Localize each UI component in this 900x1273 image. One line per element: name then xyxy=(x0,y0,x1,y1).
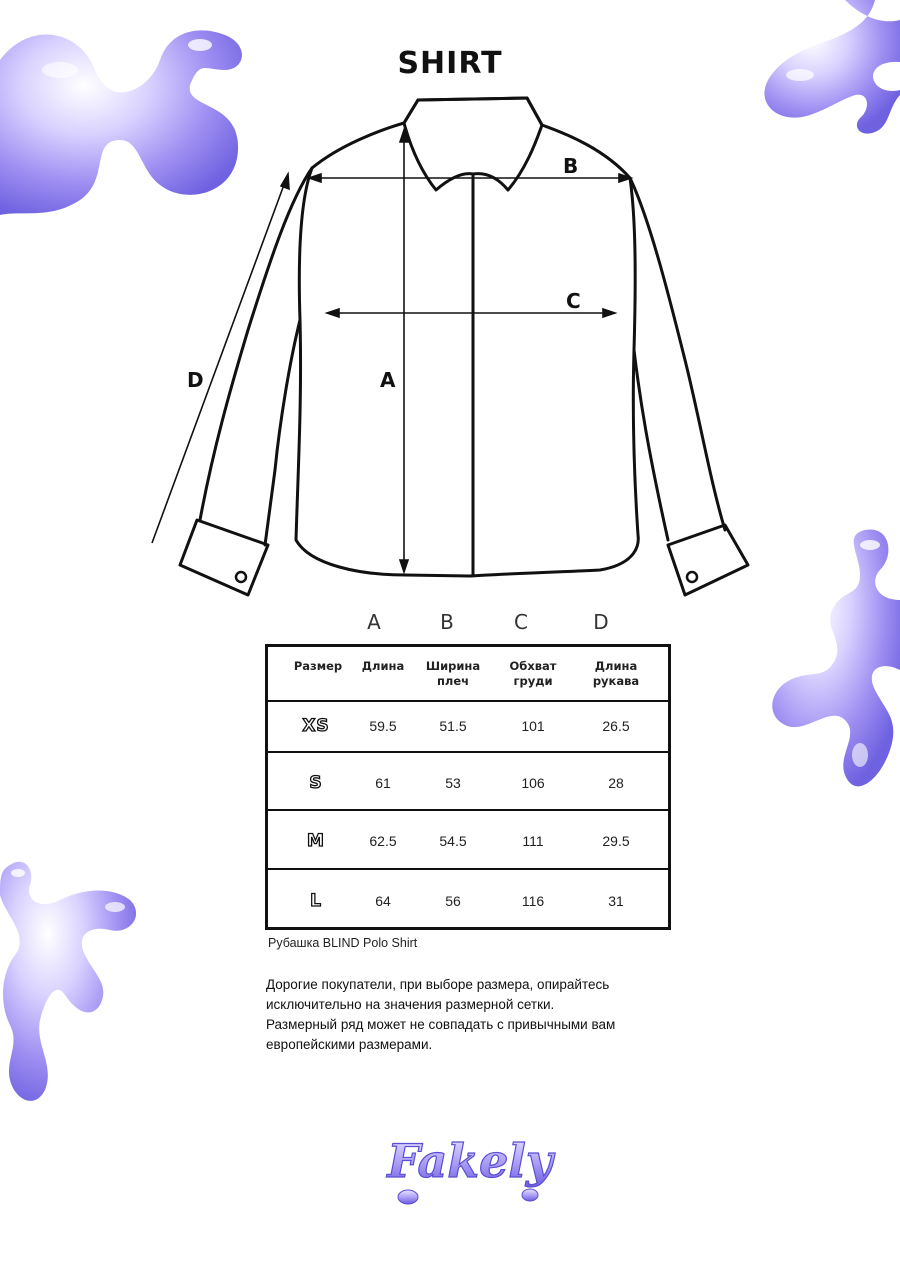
value-chest: 111 xyxy=(522,833,544,849)
table-header-row xyxy=(268,647,668,702)
header-shoulder-line1: Ширина xyxy=(425,659,481,673)
size-l: L xyxy=(310,891,322,911)
page-title: SHIRT xyxy=(397,46,503,81)
brand-logo xyxy=(380,1115,560,1210)
note-line: Размерный ряд может не совпадать с привычными вам xyxy=(266,1017,616,1032)
column-letter-a: A xyxy=(367,610,381,634)
header-sleeve-line1: Длина xyxy=(594,659,638,673)
value-shoulder: 51.5 xyxy=(439,718,467,734)
value-sleeve: 31 xyxy=(608,893,624,909)
value-sleeve: 28 xyxy=(608,775,624,791)
dimension-a-label: A xyxy=(380,368,396,392)
value-length: 62.5 xyxy=(369,833,397,849)
decorative-blob-bottom-left xyxy=(0,855,145,1105)
logo-text: Fakely xyxy=(387,1134,553,1188)
value-chest: 116 xyxy=(521,893,545,909)
size-table xyxy=(265,644,671,930)
note-line: Дорогие покупатели, при выборе размера, опирайтесь xyxy=(266,977,610,992)
note-line: исключительно на значения размерной сетки. xyxy=(266,997,555,1012)
note-line: европейскими размерами. xyxy=(266,1037,433,1052)
header-shoulder-line2: плеч xyxy=(436,674,470,688)
size-note xyxy=(266,975,686,1055)
size-m: M xyxy=(307,831,325,851)
value-length: 64 xyxy=(375,893,391,909)
column-letter-b: B xyxy=(440,610,454,634)
dimension-d-label: D xyxy=(187,368,204,392)
size-xs: XS xyxy=(302,716,330,736)
dimension-c-label: C xyxy=(566,289,581,313)
value-shoulder: 53 xyxy=(445,775,461,791)
value-length: 61 xyxy=(375,775,391,791)
value-sleeve: 29.5 xyxy=(602,833,630,849)
column-letter-c: C xyxy=(514,610,528,634)
column-letter-d: D xyxy=(593,610,609,634)
header-sleeve-line2: рукава xyxy=(592,674,640,688)
value-sleeve: 26.5 xyxy=(602,718,630,734)
shirt-diagram xyxy=(0,0,900,610)
table-row xyxy=(268,809,668,870)
value-length: 59.5 xyxy=(369,718,397,734)
value-chest: 101 xyxy=(521,718,545,734)
header-sleeve xyxy=(576,659,656,689)
dimension-b-label: B xyxy=(563,154,579,178)
value-shoulder: 54.5 xyxy=(439,833,467,849)
header-chest-line1: Обхват xyxy=(509,659,557,673)
value-chest: 106 xyxy=(521,775,545,791)
column-letters xyxy=(0,610,900,640)
table-row xyxy=(268,700,668,753)
table-row xyxy=(268,868,668,929)
size-s: S xyxy=(309,773,323,793)
header-chest xyxy=(498,659,568,689)
value-shoulder: 56 xyxy=(445,893,461,909)
product-name: Рубашка BLIND Polo Shirt xyxy=(268,936,418,950)
header-chest-line2: груди xyxy=(513,674,553,688)
header-length: Длина xyxy=(361,659,405,673)
header-shoulder xyxy=(418,659,488,689)
header-size: Размер xyxy=(293,659,343,673)
table-row xyxy=(268,751,668,811)
